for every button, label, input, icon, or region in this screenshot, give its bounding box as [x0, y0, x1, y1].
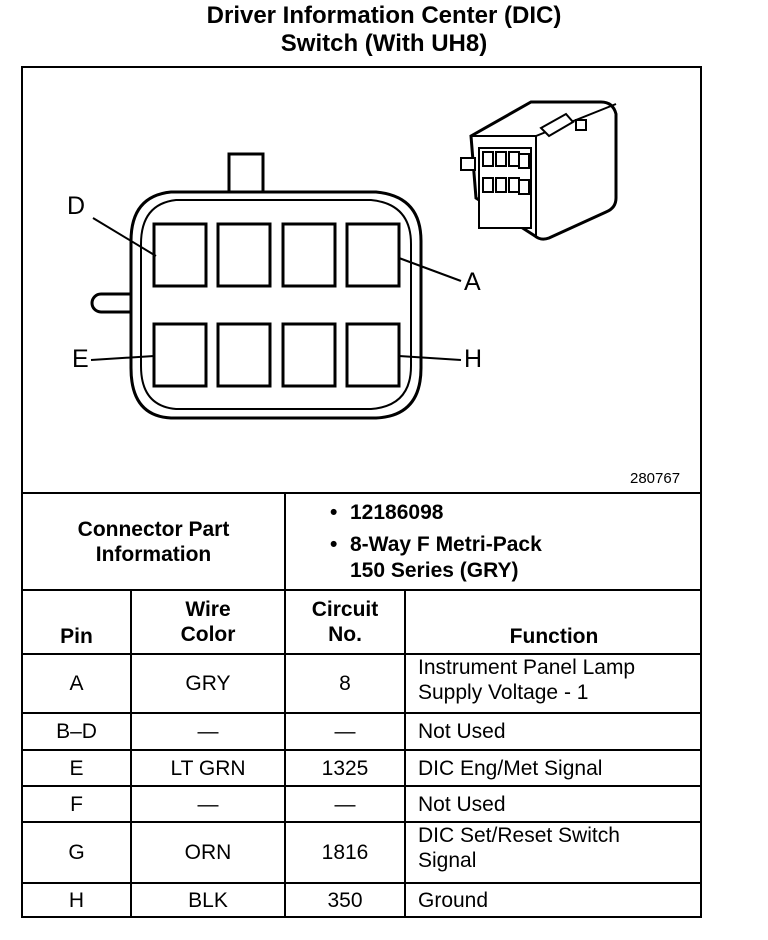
part-number: • 12186098	[330, 500, 542, 526]
connector-info-values	[330, 500, 542, 584]
latch-tab	[229, 154, 263, 194]
pin-label-h: H	[464, 345, 483, 373]
figure-number: 280767	[630, 470, 681, 487]
table-row-circuit: 8	[339, 672, 351, 695]
connector-description: • 8-Way F Metri-Pack 150 Series (GRY)	[330, 532, 542, 584]
divider	[284, 492, 286, 591]
table-row-pin: G	[68, 841, 85, 864]
table-row-function: Instrument Panel Lamp Supply Voltage - 1	[418, 656, 636, 704]
cavity-b	[283, 224, 335, 286]
cavity-c	[218, 224, 270, 286]
table-row-wire: LT GRN	[170, 756, 246, 780]
cavity-a	[347, 224, 399, 286]
cavity-h	[347, 324, 399, 386]
table-row-function: Not Used	[418, 720, 506, 743]
header-wire-color: Wire Color	[180, 598, 236, 646]
table-row-wire: BLK	[188, 889, 228, 912]
cavity-g	[283, 324, 335, 386]
table-row-pin: H	[68, 889, 85, 912]
page-title-line1: Driver Information Center (DIC)	[206, 2, 562, 29]
table-row-circuit: 1325	[321, 756, 369, 780]
connector-isometric	[461, 102, 616, 239]
table-row-pin: F	[70, 792, 83, 816]
header-function: Function	[509, 625, 599, 648]
table-row-circuit: —	[334, 792, 356, 816]
table-row-function: Ground	[418, 889, 489, 912]
table-row-function: Not Used	[418, 792, 506, 816]
table-row-function: DIC Eng/Met Signal	[418, 756, 603, 780]
table-row-wire: —	[197, 792, 219, 816]
table-row-function: DIC Set/Reset Switch Signal	[418, 824, 620, 872]
pin-label-a: A	[464, 268, 481, 296]
table-row-pin: A	[69, 672, 84, 695]
table-row-wire: ORN	[184, 841, 232, 864]
table-row-wire: —	[197, 720, 219, 743]
table-row-pin: B–D	[56, 720, 97, 743]
header-pin: Pin	[60, 625, 93, 648]
side-latch	[92, 294, 133, 312]
table-row-circuit: 1816	[321, 841, 369, 864]
connector-info-label: Connector Part Information	[77, 517, 230, 566]
cavity-e	[154, 324, 206, 386]
pin-label-d: D	[67, 192, 86, 220]
connector-diagram	[21, 66, 702, 494]
table-row-wire: GRY	[185, 672, 231, 695]
cavity-d	[154, 224, 206, 286]
table-row-pin: E	[69, 756, 84, 780]
page-title-line2: Switch (With UH8)	[280, 30, 488, 57]
pin-label-e: E	[72, 345, 89, 373]
table-row-circuit: 350	[327, 889, 363, 912]
cavity-f	[218, 324, 270, 386]
header-circuit: Circuit No.	[311, 598, 379, 646]
table-row-circuit: —	[334, 720, 356, 743]
